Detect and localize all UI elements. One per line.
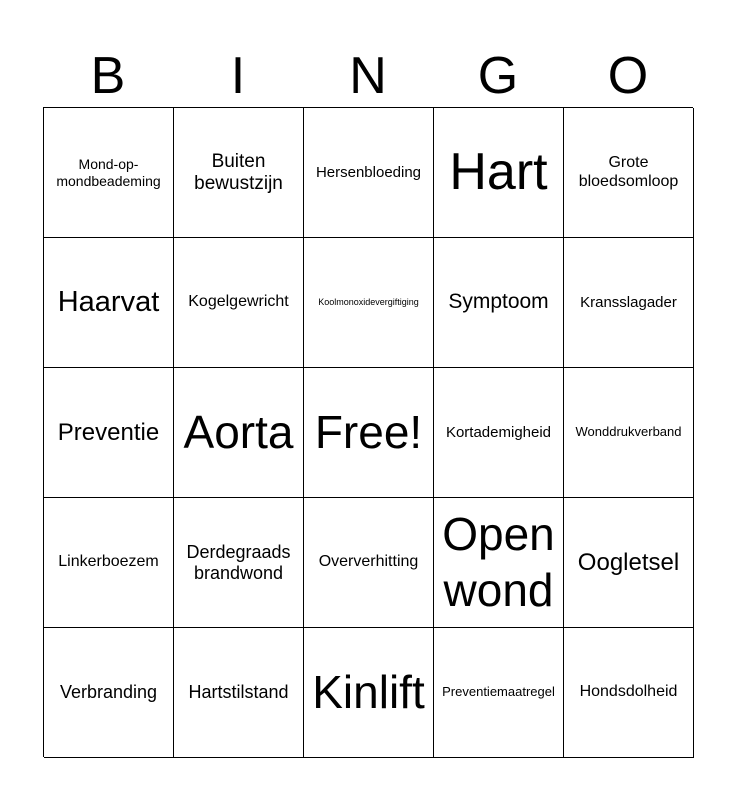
bingo-cell[interactable]: Haarvat — [44, 238, 174, 368]
header-letter-n: N — [349, 47, 387, 105]
bingo-cell[interactable]: Oogletsel — [564, 498, 694, 628]
header-letter-b: B — [90, 47, 126, 105]
bingo-cell[interactable]: Preventie — [44, 368, 174, 498]
bingo-cell[interactable]: Hondsdolheid — [564, 628, 694, 758]
bingo-cell[interactable]: Symptoom — [434, 238, 564, 368]
bingo-cell[interactable]: Preventiemaatregel — [434, 628, 564, 758]
bingo-cell[interactable]: Hersenbloeding — [304, 108, 434, 238]
free-space-cell[interactable]: Free! — [304, 368, 434, 498]
bingo-cell[interactable]: Derdegraads brandwond — [174, 498, 304, 628]
header-letter-o: O — [607, 47, 649, 105]
bingo-cell[interactable]: Mond-op-mondbeademing — [44, 108, 174, 238]
bingo-cell[interactable]: Koolmonoxidevergiftiging — [304, 238, 434, 368]
bingo-cell[interactable]: Hartstilstand — [174, 628, 304, 758]
bingo-cell[interactable]: Kinlift — [304, 628, 434, 758]
bingo-grid — [43, 107, 693, 757]
bingo-cell[interactable]: Wonddrukverband — [564, 368, 694, 498]
bingo-cell[interactable]: Kransslagader — [564, 238, 694, 368]
bingo-cell[interactable]: Hart — [434, 108, 564, 238]
bingo-cell[interactable]: Oververhitting — [304, 498, 434, 628]
bingo-cell[interactable]: Linkerboezem — [44, 498, 174, 628]
bingo-cell[interactable]: Verbranding — [44, 628, 174, 758]
bingo-cell[interactable]: Open wond — [434, 498, 564, 628]
bingo-cell[interactable]: Kogelgewricht — [174, 238, 304, 368]
header-letter-g: G — [477, 47, 519, 105]
bingo-cell[interactable]: Kortademigheid — [434, 368, 564, 498]
bingo-cell[interactable]: Grote bloedsomloop — [564, 108, 694, 238]
bingo-header — [43, 44, 693, 108]
header-letter-i: I — [230, 47, 246, 105]
bingo-cell[interactable]: Buiten bewustzijn — [174, 108, 304, 238]
bingo-cell[interactable]: Aorta — [174, 368, 304, 498]
